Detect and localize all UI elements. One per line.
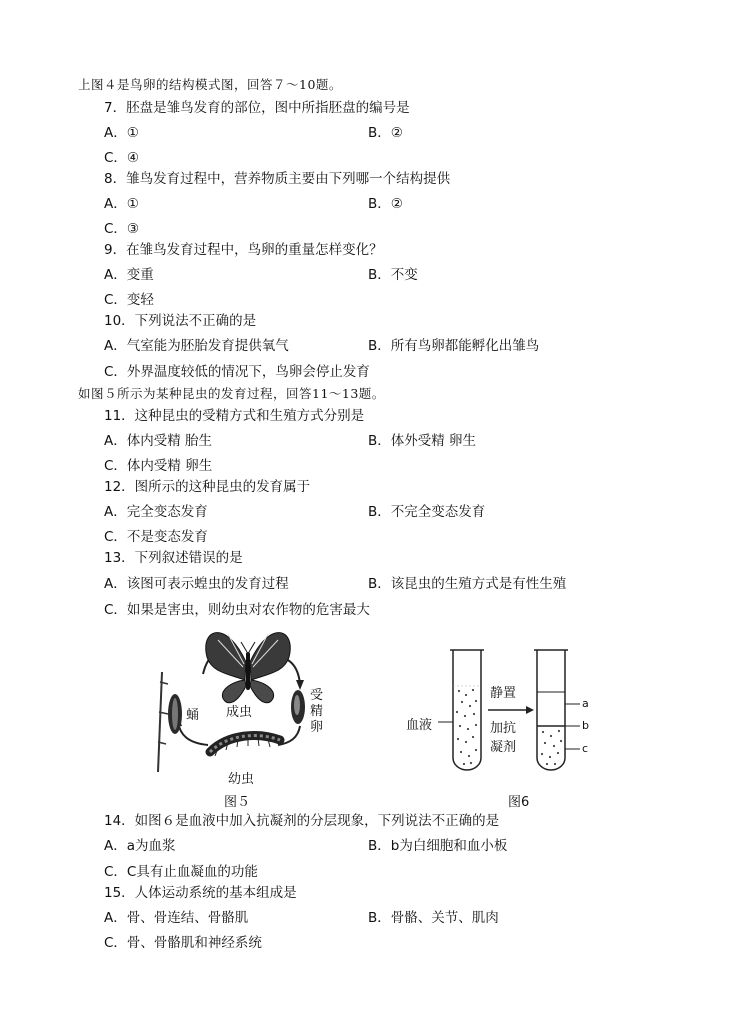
question-11-option-c: C．体内受精 卵生: [104, 458, 213, 474]
arrow-larva-to-pupa: [178, 722, 208, 745]
question-14-stem: 14．如图６是血液中加入抗凝剂的分层现象，下列说法不正确的是: [104, 813, 500, 829]
question-8-option-b: B．②: [368, 196, 403, 212]
label-egg-2: 精: [310, 704, 324, 719]
label-layer-c: c: [582, 742, 589, 755]
question-8-stem: 8．雏鸟发育过程中，营养物质主要由下列哪一个结构提供: [104, 171, 451, 187]
label-blood: 血液: [406, 718, 433, 733]
question-15-stem: 15．人体运动系统的基本组成是: [104, 885, 297, 901]
question-10-option-b: B．所有鸟卵都能孵化出雏鸟: [368, 338, 540, 354]
question-13-option-a: A．该图可表示蝗虫的发育过程: [104, 576, 289, 592]
question-10-option-c: C．外界温度较低的情况下，鸟卵会停止发育: [104, 364, 370, 380]
question-8-option-a: A．①: [104, 196, 139, 212]
section-intro-bird-egg: 上图４是鸟卵的结构模式图，回答７～10题。: [78, 77, 342, 92]
question-8-option-c: C．③: [104, 221, 140, 237]
figure-6-caption: 图6: [508, 795, 530, 810]
question-15-option-a: A．骨、骨连结、骨骼肌: [104, 910, 249, 926]
label-layer-b: b: [582, 719, 589, 732]
question-15-option-b: B．骨骼、关节、肌肉: [368, 910, 499, 926]
question-7-stem: 7．胚盘是雏鸟发育的部位，图中所指胚盘的编号是: [104, 100, 410, 116]
question-9-option-a: A．变重: [104, 267, 154, 283]
egg-icon: [291, 690, 305, 724]
question-9-option-b: B．不变: [368, 267, 418, 283]
test-tube-left: [450, 650, 484, 770]
question-13-option-c: C．如果是害虫，则幼虫对农作物的危害最大: [104, 602, 370, 618]
butterfly-icon: [206, 633, 290, 703]
question-14-option-b: B．b为白细胞和血小板: [368, 838, 508, 854]
question-11-stem: 11．这种昆虫的受精方式和生殖方式分别是: [104, 408, 365, 424]
label-adult: 成虫: [226, 705, 253, 720]
question-11-option-a: A．体内受精 胎生: [104, 433, 213, 449]
question-10-option-a: A．气室能为胚胎发育提供氧气: [104, 338, 289, 354]
question-14-option-a: A．a为血浆: [104, 838, 176, 854]
question-15-option-c: C．骨、骨骼肌和神经系统: [104, 935, 262, 951]
question-7-option-a: A．①: [104, 125, 139, 141]
question-12-stem: 12．图所示的这种昆虫的发育属于: [104, 479, 311, 495]
question-7-option-b: B．②: [368, 125, 403, 141]
figure-5-caption: 图５: [224, 795, 251, 810]
figure-5-insect-life-cycle: [148, 622, 348, 788]
question-10-stem: 10．下列说法不正确的是: [104, 313, 257, 329]
label-egg-3: 卵: [310, 720, 324, 735]
label-pupa: 蛹: [186, 708, 200, 723]
question-9-stem: 9．在雏鸟发育过程中，鸟卵的重量怎样变化？: [104, 242, 383, 258]
larva-icon: [210, 736, 280, 756]
label-step-still: 静置: [490, 686, 517, 701]
question-9-option-c: C．变轻: [104, 292, 154, 308]
question-12-option-b: B．不完全变态发育: [368, 504, 486, 520]
question-14-option-c: C．C具有止血凝血的功能: [104, 864, 258, 880]
section-intro-insect: 如图５所示为某种昆虫的发育过程，回答11～13题。: [78, 386, 385, 401]
test-tube-right: [534, 650, 568, 770]
question-13-option-b: B．该昆虫的生殖方式是有性生殖: [368, 576, 567, 592]
label-step-add: 加抗: [490, 721, 517, 736]
label-layer-a: a: [582, 697, 589, 710]
label-step-anticoag: 凝剂: [490, 740, 517, 755]
question-12-option-c: C．不是变态发育: [104, 529, 208, 545]
pupa-icon: [158, 672, 182, 772]
question-13-stem: 13．下列叙述错误的是: [104, 550, 243, 566]
figure-6-blood-tubes: [406, 646, 600, 776]
test-tubes-drawing: [410, 646, 600, 776]
label-larva: 幼虫: [228, 772, 255, 787]
label-egg-1: 受: [310, 688, 324, 703]
question-11-option-b: B．体外受精 卵生: [368, 433, 477, 449]
question-7-option-c: C．④: [104, 150, 140, 166]
question-12-option-a: A．完全变态发育: [104, 504, 208, 520]
